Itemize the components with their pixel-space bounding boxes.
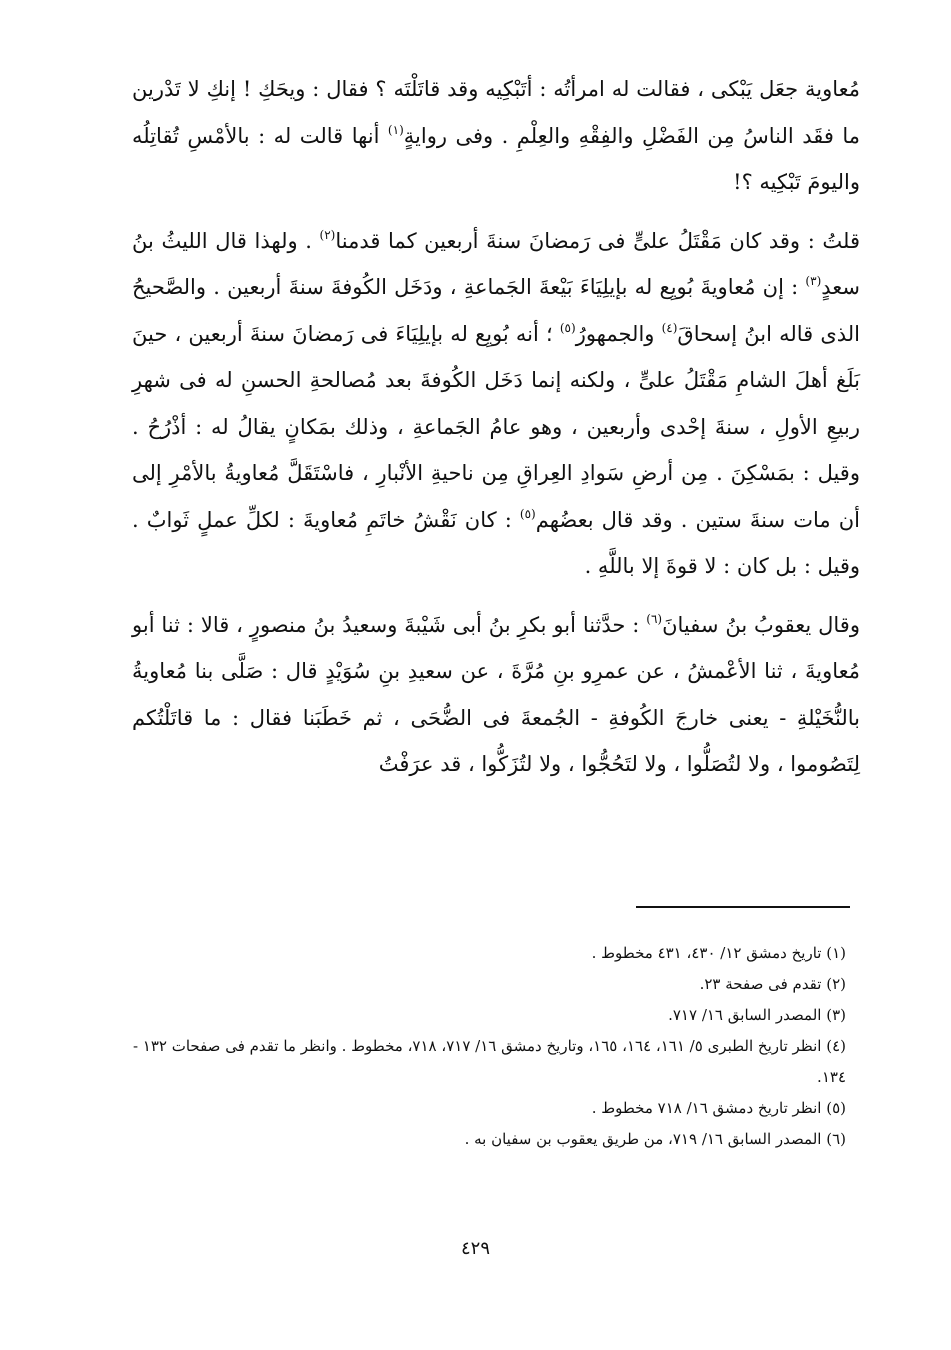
footnote-item: (٥) انظر تاريخ دمشق ١٦/ ٧١٨ مخطوط . [591, 1099, 846, 1117]
main-text [132, 66, 860, 788]
footnotes [130, 938, 846, 1155]
paragraph [132, 66, 860, 206]
footnote-item: (٤) انظر تاريخ الطبرى ٥/ ١٦١، ١٦٤، ١٦٥، وتاريخ دمشق ١٦/ ٧١٧، ٧١٨، مخطوط . وانظر ما تقدم فى صفحات ١٣٢ - ١٣٤. [132, 1037, 846, 1086]
footnote-marker: (٤) [661, 320, 678, 335]
text-segment: : كان نَقْشُ خاتَمِ مُعاويةَ : لكلِّ عملٍ ثَوابٌ . وقيل : بل كان : لا قوةَ إلا باللَّهِ . [132, 507, 860, 578]
footnote-marker: (٢) [319, 227, 336, 242]
text-segment: أنها قالت له : بالأمْسِ تُقاتِلُه واليومَ تَبْكِيه ؟! [132, 123, 860, 194]
paragraph [132, 602, 860, 788]
text-segment: ؛ أنه بُويِع له بإيلِيَاءَ فى رَمضانَ سنةَ أربعين ، حينَ بَلَغ أهلَ الشامِ مَقْتَلُ علىٍّ ، ولكنه إنما دَخَل الكُوفةَ بعد مُصالحةِ الحسنِ له فى شهرِ ربيعِ الأولِ ، سنةَ إحْدى وأربعين ، وهو عامُ الجَماعةِ ، وذلك بمَكانٍ يقالُ له : أذْرُحُ . وقيل : بمَسْكِنَ . مِن أرضِ سَوادِ العِراقِ مِن ناحيةِ الأنْبارِ ، فاسْتَقَلَّ مُعاويةُ بالأمْرِ إلى أن مات سنةَ ستين . وقد قال بعضُهم [132, 321, 860, 532]
text-segment: : حدَّثنا أبو بكرِ بنُ أبى شَيْبةَ وسعيدُ بنُ منصورٍ ، قالا : ثنا أبو مُعاويةَ ، ثنا الأعْمشُ ، عن عمرِو بنِ مُرَّةَ ، عن سعيدِ بنِ سُوَيْدٍ قال : صَلَّى بنا مُعاويةُ بالنُّخَيْلةِ - يعنى خارجَ الكُوفةِ - الجُمعةَ فى الضُّحَى ، ثم خَطَبَنا فقال : ما قاتَلْتُكم لِتَصُوموا ، ولا لتُصَلُّوا ، ولا لتَحُجُّوا ، ولا لتُزَكُّوا ، قد عرَفْتُ [132, 612, 860, 776]
text-segment: قلتُ : وقد كان مَقْتَلُ علىٍّ فى رَمضانَ سنةَ أربعين كما قدمنا [335, 228, 861, 253]
text-segment: مُعاوية جعَل يَبْكى ، فقالت له امرأتُه : أتَبْكِيه وقد قاتَلْتَه ؟ فقال : ويحَكِ ! إنكِ لا تَدْرين ما فقَد الناسُ مِن الفَضْلِ والفِقْهِ والعِلْمِ . وفى روايةٍ [132, 77, 860, 148]
footnote-marker: (٣) [805, 274, 822, 288]
text-segment: : إن مُعاويةَ بُويِع له بإيلِيَاءَ بَيْعةَ الجَماعةِ ، ودَخَل الكُوفةَ سنةَ أربعين . والصَّحيحُ الذى قاله ابنُ إسحاقَ [132, 275, 861, 346]
footnote-marker: (١) [387, 122, 404, 137]
footnote-item: (٣) المصدر السابق ١٦/ ٧١٧. [668, 1006, 846, 1024]
footnote-separator [636, 906, 850, 908]
footnote-marker: (٥) [559, 320, 576, 335]
footnote-item: (٢) تقدم فى صفحة ٢٣. [699, 975, 846, 993]
page-number: ٤٢٩ [460, 1238, 490, 1259]
text-segment: والجمهورُ [575, 321, 662, 346]
paragraph [132, 218, 860, 590]
footnote-marker: (٥) [519, 506, 536, 521]
text-segment: . ولهذا قال الليثُ بنُ سعدٍ [132, 228, 860, 299]
footnote-item: (٦) المصدر السابق ١٦/ ٧١٩، من طريق يعقوب بن سفيان به . [464, 1130, 846, 1148]
footnote-item: (١) تاريخ دمشق ١٢/ ٤٣٠، ٤٣١ مخطوط . [591, 944, 846, 962]
text-segment: وقال يعقوبُ بنُ سفيانَ [662, 612, 860, 637]
footnote-marker: (٦) [646, 611, 663, 626]
